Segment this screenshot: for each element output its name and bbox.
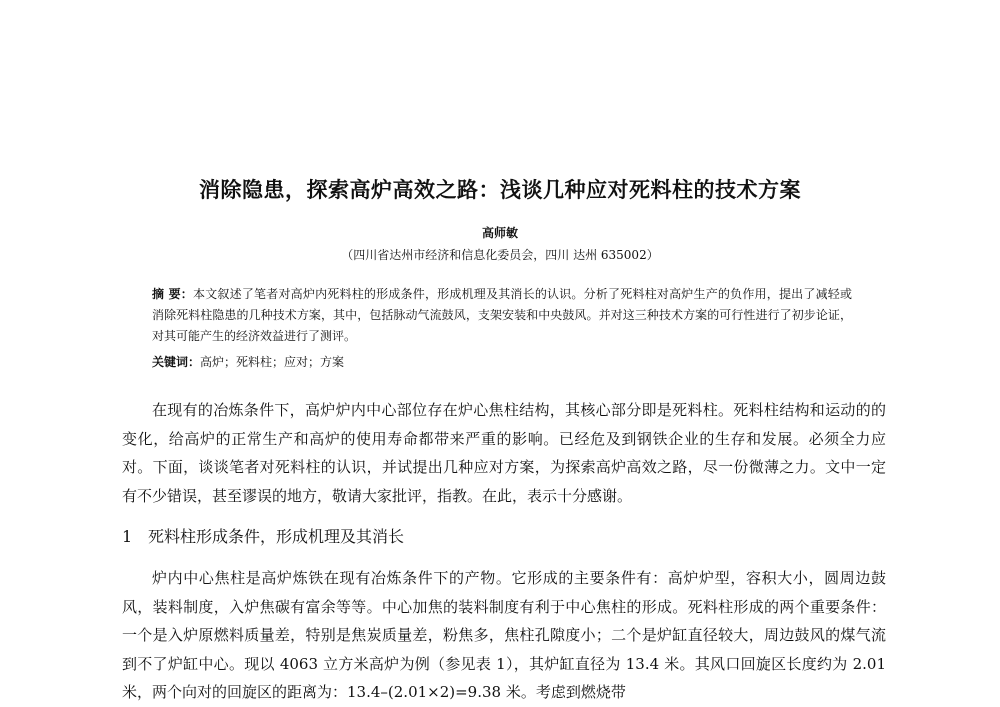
intro-paragraph: 在现有的冶炼条件下，高炉炉内中心部位存在炉心焦柱结构，其核心部分即是死料柱。死料柱结构和运动的的变化，给高炉的正常生产和高炉的使用寿命都带来严重的影响。已经危及到钢铁企业的生存和发展。必须全力应对。下面，谈谈笔者对死料柱的认识，并试提出几种应对方案，为探索高炉高效之路，尽一份微薄之力。文中一定有不少错误，甚至谬误的地方，敬请大家批评，指教。在此，表示十分感谢。 bbox=[122, 401, 886, 505]
author-affiliation: （四川省达州市经济和信息化委员会，四川 达州 635002） bbox=[341, 248, 659, 262]
author-name: 高师敏 bbox=[481, 226, 518, 240]
abstract-text: 本文叙述了笔者对高炉内死料柱的形成条件，形成机理及其消长的认识。分析了死料柱对高炉生产的负作用，提出了减轻或消除死料柱隐患的几种技术方案，其中，包括脉动气流鼓风，支架安装和中央鼓风。并对这三种技术方案的可行性进行了初步论证，对其可能产生的经济效益进行了测评。 bbox=[152, 287, 852, 343]
keywords bbox=[152, 353, 344, 370]
section-number: 1 bbox=[122, 527, 133, 546]
section-heading bbox=[122, 524, 404, 547]
section1-paragraph: 炉内中心焦柱是高炉炼铁在现有冶炼条件下的产物。它形成的主要条件有：高炉炉型，容积大小，圆周边鼓风，装料制度，入炉焦碳有富余等等。中心加焦的装料制度有利于中心焦柱的形成。死料柱形成的两个重要条件：一个是入炉原燃料质量差，特别是焦炭质量差，粉焦多，焦柱孔隙度小；二个是炉缸直径较大，周边鼓风的煤气流到不了炉缸中心。现以 4063 立方米高炉为例（参见表 1），其炉缸直径为 13.4 米。其风口回旋区长度约为 2.01 米，两个向对的回旋区的距离为：13.4–(2.01×2)=9.38 米。考虑到燃烧带 bbox=[122, 569, 886, 701]
section-title: 死料柱形成条件，形成机理及其消长 bbox=[148, 527, 405, 546]
abstract-label: 摘 要： bbox=[152, 287, 194, 301]
keywords-text: 高炉；死料柱；应对；方案 bbox=[200, 355, 345, 369]
document-title: 消除隐患，探索高炉高效之路：浅谈几种应对死料柱的技术方案 bbox=[199, 178, 801, 202]
abstract bbox=[152, 284, 852, 347]
keywords-label: 关键词： bbox=[152, 355, 201, 369]
